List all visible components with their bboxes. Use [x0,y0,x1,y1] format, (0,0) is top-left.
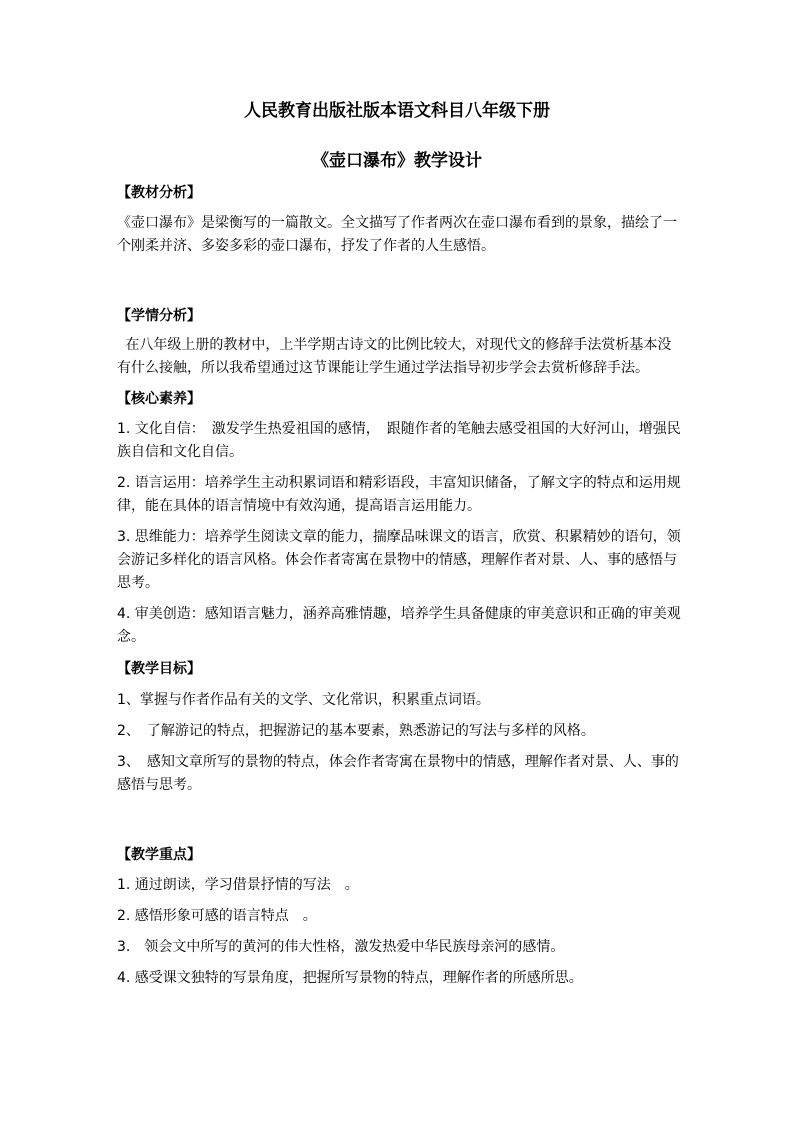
paragraph: 1. 文化自信： 激发学生热爱祖国的感情， 跟随作者的笔触去感受祖国的大好河山，增强民族自信和文化自信。 [117,421,681,460]
paragraph: 3. 思维能力：培养学生阅读文章的能力，揣摩品味课文的语言，欣赏、积累精妙的语句，领会游记多样化的语言风格。体会作者寄寓在景物中的情感，理解作者对景、人、事的感悟与思考。 [117,529,681,591]
paragraph: 2、 了解游记的特点，把握游记的基本要素，熟悉游记的写法与多样的风格。 [117,723,595,739]
paragraph: 4. 审美创造：感知语言魅力，涵养高雅情趣，培养学生具备健康的审美意识和正确的审美观念。 [117,606,681,645]
section-heading-teaching-focus: 【教学重点】 [117,847,201,863]
paragraph: 1、掌握与作者作品有关的文学、文化常识，积累重点词语。 [117,692,490,708]
paragraph: 2. 语言运用：培养学生主动积累词语和精彩语段，丰富知识储备，了解文字的特点和运用规律，能在具体的语言情境中有效沟通，提高语言运用能力。 [117,475,681,514]
section-heading-core-competencies: 【核心素养】 [117,391,201,407]
document-subtitle: 《壶口瀑布》教学设计 [312,151,482,171]
paragraph: 在八年级上册的教材中，上半学期古诗文的比例比较大，对现代文的修辞手法赏析基本没有什么接触，所以我希望通过这节课能让学生通过学法指导初步学会去赏析修辞手法。 [117,337,672,376]
paragraph: 4. 感受课文独特的写景角度，把握所写景物的特点，理解作者的所感所思。 [117,970,583,986]
section-heading-textbook-analysis: 【教材分析】 [117,185,201,201]
paragraph: 1. 通过朗读，学习借景抒情的写法 。 [117,877,359,893]
paragraph: 3、 感知文章所写的景物的特点，体会作者寄寓在景物中的情感，理解作者对景、人、事的感悟与思考。 [117,754,679,793]
document-title: 人民教育出版社版本语文科目八年级下册 [244,101,550,121]
paragraph: 2. 感悟形象可感的语言特点 。 [117,908,317,924]
paragraph: 3. 领会文中所写的黄河的伟大性格，激发热爱中华民族母亲河的感情。 [117,939,565,955]
section-heading-student-analysis: 【学情分析】 [117,308,201,324]
paragraph: 《壶口瀑布》是梁衡写的一篇散文。全文描写了作者两次在壶口瀑布看到的景象，描绘了一个刚柔并济、多姿多彩的壶口瀑布，抒发了作者的人生感悟。 [117,215,677,254]
document-body [117,183,682,990]
section-heading-teaching-objectives: 【教学目标】 [117,661,201,677]
